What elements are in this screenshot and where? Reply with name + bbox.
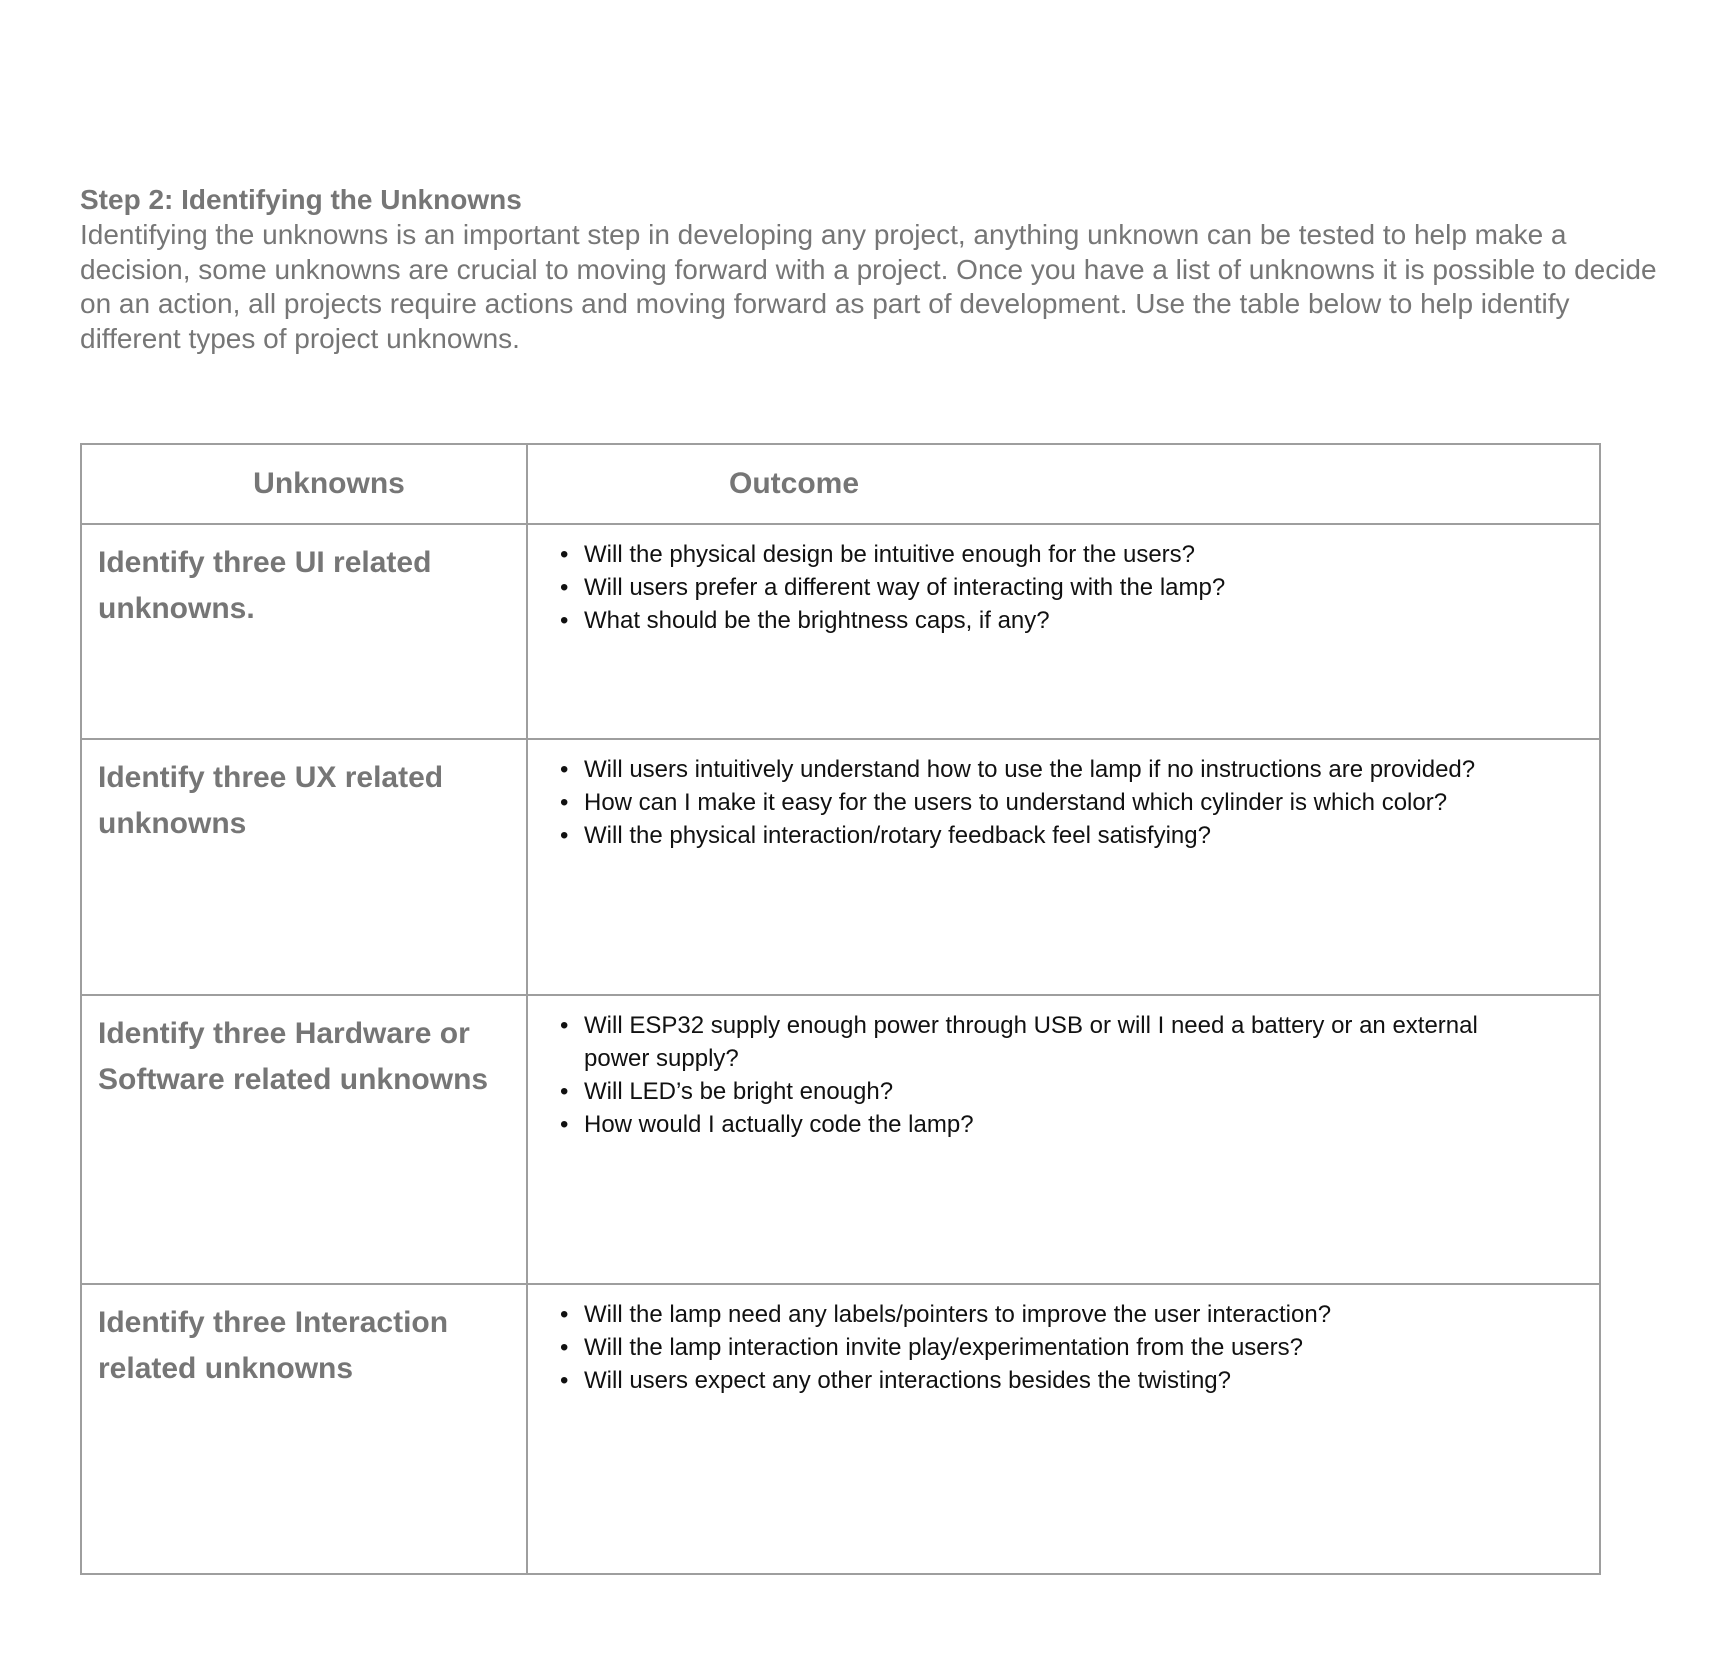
outcome-item: • Will the physical design be intuitive enough for the users? xyxy=(556,538,1481,571)
outcome-item: • Will LED’s be bright enough? xyxy=(556,1075,1481,1108)
unknown-cell: Identify three UI related unknowns. xyxy=(81,524,527,739)
unknown-cell: Identify three Interaction related unknowns xyxy=(81,1284,527,1574)
outcome-cell xyxy=(527,1284,1600,1574)
outcome-item: • How would I actually code the lamp? xyxy=(556,1108,1481,1141)
column-header-outcome: Outcome xyxy=(527,444,1600,524)
outcome-item: • What should be the brightness caps, if any? xyxy=(556,604,1481,637)
outcome-item: • Will users prefer a different way of interacting with the lamp? xyxy=(556,571,1481,604)
outcome-list xyxy=(556,1298,1481,1397)
outcome-list xyxy=(556,538,1481,637)
unknown-cell: Identify three Hardware or Software related unknowns xyxy=(81,995,527,1284)
intro-section xyxy=(80,182,1665,356)
outcome-cell xyxy=(527,524,1600,739)
table-row xyxy=(81,1284,1600,1574)
outcome-item: • Will the lamp need any labels/pointers to improve the user interaction? xyxy=(556,1298,1481,1331)
table-row xyxy=(81,995,1600,1284)
table-body xyxy=(81,524,1600,1574)
outcome-item: • How can I make it easy for the users to understand which cylinder is which color? xyxy=(556,786,1481,819)
outcome-list xyxy=(556,1009,1481,1141)
outcome-list xyxy=(556,753,1481,852)
intro-paragraph: Identifying the unknowns is an important step in developing any project, anything unknown can be tested to help make a decision, some unknowns are crucial to moving forward with a project. Once you have a list of unknowns it is possible to decide on an action, all projects require actions and moving forward as part of development. Use the table below to help identify different types of project unknowns. xyxy=(80,219,1657,354)
column-header-unknowns: Unknowns xyxy=(81,444,527,524)
outcome-item: • Will users expect any other interactions besides the twisting? xyxy=(556,1364,1481,1397)
unknown-cell: Identify three UX related unknowns xyxy=(81,739,527,995)
outcome-item: • Will users intuitively understand how to use the lamp if no instructions are provided? xyxy=(556,753,1481,786)
outcome-item: • Will the lamp interaction invite play/experimentation from the users? xyxy=(556,1331,1481,1364)
page-title: Step 2: Identifying the Unknowns xyxy=(80,184,522,215)
table-row xyxy=(81,739,1600,995)
unknowns-table xyxy=(80,443,1601,1575)
table-header-row xyxy=(81,444,1600,524)
outcome-item: • Will ESP32 supply enough power through USB or will I need a battery or an external power supply? xyxy=(556,1009,1481,1075)
outcome-item: • Will the physical interaction/rotary feedback feel satisfying? xyxy=(556,819,1481,852)
table-row xyxy=(81,524,1600,739)
outcome-cell xyxy=(527,739,1600,995)
outcome-cell xyxy=(527,995,1600,1284)
